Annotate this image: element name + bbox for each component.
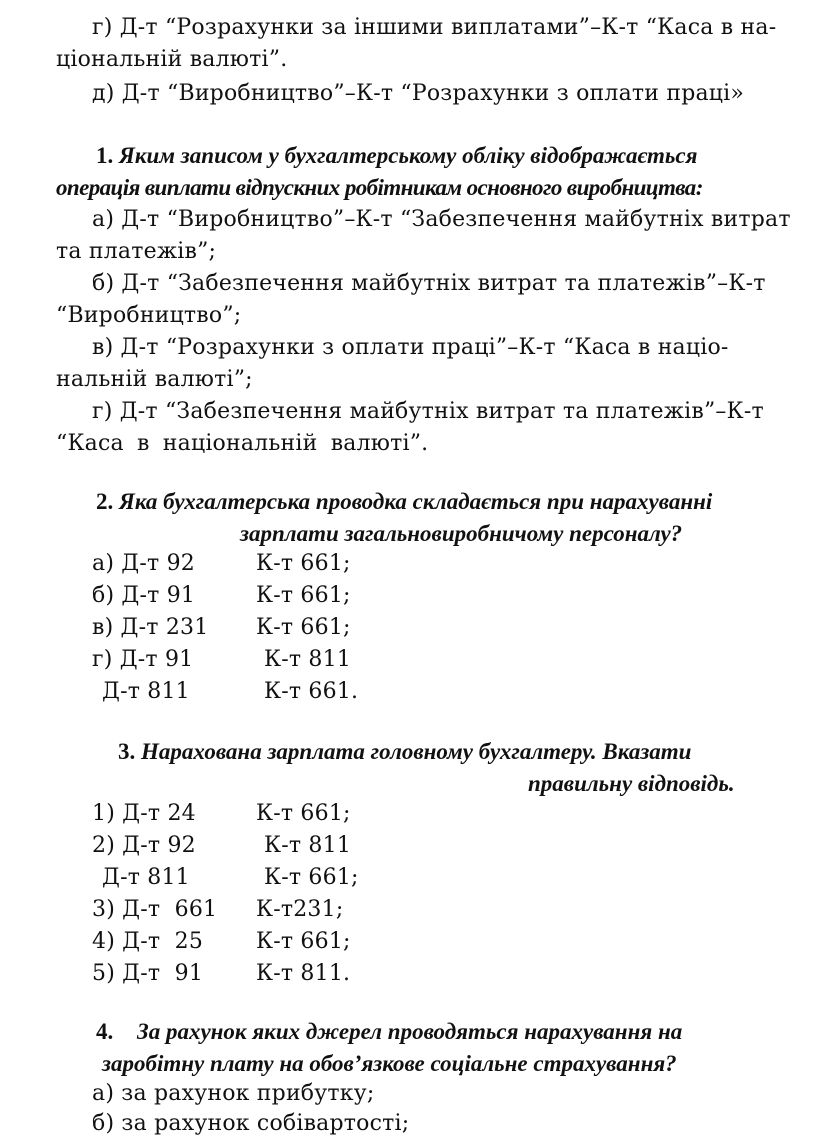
q4-option-a: а) за рахунок прибутку; bbox=[92, 1081, 375, 1106]
question-text: Нарахована зарплата головному бухгалтеру. Вказати bbox=[141, 739, 692, 764]
question-3-title-line1 bbox=[118, 736, 691, 768]
q1-option-g-line1: г) Д-т “Забезпечення майбутніх витрат та платежів”–К-т bbox=[92, 399, 764, 424]
q1-option-b-line2: “Виробництво”; bbox=[56, 303, 242, 328]
q3-answer-1-debit: 1) Д-т 24 bbox=[92, 801, 196, 826]
question-1-title-line1 bbox=[96, 140, 697, 172]
q1-option-g-line2: “Каса в національній валюті”. bbox=[56, 431, 429, 456]
question-text: Яка бухгалтерська проводка складається при нарахуванні bbox=[119, 489, 713, 514]
q2-answer-a-credit: К-т 661; bbox=[256, 551, 351, 576]
q1-option-a-line1: а) Д-т “Виробництво”–К-т “Забезпечення майбутніх витрат bbox=[92, 207, 791, 232]
q2-answer-v-debit: в) Д-т 231 bbox=[92, 615, 209, 640]
q1-option-v-line1: в) Д-т “Розрахунки з оплати праці”–К-т “Каса в націо- bbox=[92, 335, 729, 360]
question-1-title-line2: операція виплати відпускних робітникам основного виробництва: bbox=[56, 175, 703, 200]
question-number: 1. bbox=[96, 143, 114, 168]
option-g-line2: ціональній валюті”. bbox=[56, 47, 288, 72]
q3-answer-5-debit: 5) Д-т 91 bbox=[92, 961, 204, 986]
question-4-title-line1 bbox=[96, 1016, 682, 1048]
question-4-title-line2: заробітну плату на обов’язкове соціальне страхування? bbox=[102, 1051, 677, 1076]
q1-option-b-line1: б) Д-т “Забезпечення майбутніх витрат та платежів”–К-т bbox=[92, 271, 766, 296]
q2-answer-a-debit: а) Д-т 92 bbox=[92, 551, 195, 576]
q3-answer-2b-credit: К-т 661; bbox=[264, 865, 359, 890]
q2-answer-g-debit: г) Д-т 91 bbox=[92, 647, 194, 672]
q2-answer-v-credit: К-т 661; bbox=[256, 615, 351, 640]
q3-answer-3-credit: К-т231; bbox=[256, 897, 344, 922]
q3-answer-2b-debit: Д-т 811 bbox=[102, 865, 190, 890]
q2-answer-g2-credit: К-т 661. bbox=[264, 679, 359, 704]
q3-answer-2-credit: К-т 811 bbox=[264, 833, 352, 858]
q1-option-a-line2: та платежів”; bbox=[56, 239, 217, 264]
q3-answer-4-debit: 4) Д-т 25 bbox=[92, 929, 204, 954]
question-number: 3. bbox=[118, 739, 136, 764]
q2-answer-b-debit: б) Д-т 91 bbox=[92, 583, 196, 608]
question-2-title-line1 bbox=[96, 486, 712, 518]
question-number: 2. bbox=[96, 489, 114, 514]
q2-answer-g2-debit: Д-т 811 bbox=[102, 679, 190, 704]
option-d-line: д) Д-т “Виробництво”–К-т “Розрахунки з оплати праці» bbox=[92, 81, 745, 106]
question-number: 4. bbox=[96, 1019, 114, 1044]
question-text: За рахунок яких джерел проводяться нарахування на bbox=[137, 1019, 683, 1044]
option-g-line1 bbox=[92, 12, 796, 44]
option-text: г) Д-т “Розрахунки за іншими виплатами”–К-т “Каса в на- bbox=[92, 15, 777, 40]
question-text: Яким записом у бухгалтерському обліку відображається bbox=[119, 143, 698, 168]
q2-answer-b-credit: К-т 661; bbox=[256, 583, 351, 608]
question-3-title-line2: правильну відповідь. bbox=[528, 771, 735, 796]
q2-answer-g-credit: К-т 811 bbox=[264, 647, 352, 672]
q3-answer-1-credit: К-т 661; bbox=[256, 801, 351, 826]
q3-answer-3-debit: 3) Д-т 661 bbox=[92, 897, 218, 922]
question-2-title-line2: зарплати загальновиробничому персоналу? bbox=[240, 521, 683, 546]
q4-option-b: б) за рахунок собівартості; bbox=[92, 1111, 410, 1136]
q1-option-v-line2: нальній валюті”; bbox=[56, 367, 253, 392]
q3-answer-5-credit: К-т 811. bbox=[256, 961, 351, 986]
q3-answer-4-credit: К-т 661; bbox=[256, 929, 351, 954]
q3-answer-2-debit: 2) Д-т 92 bbox=[92, 833, 196, 858]
